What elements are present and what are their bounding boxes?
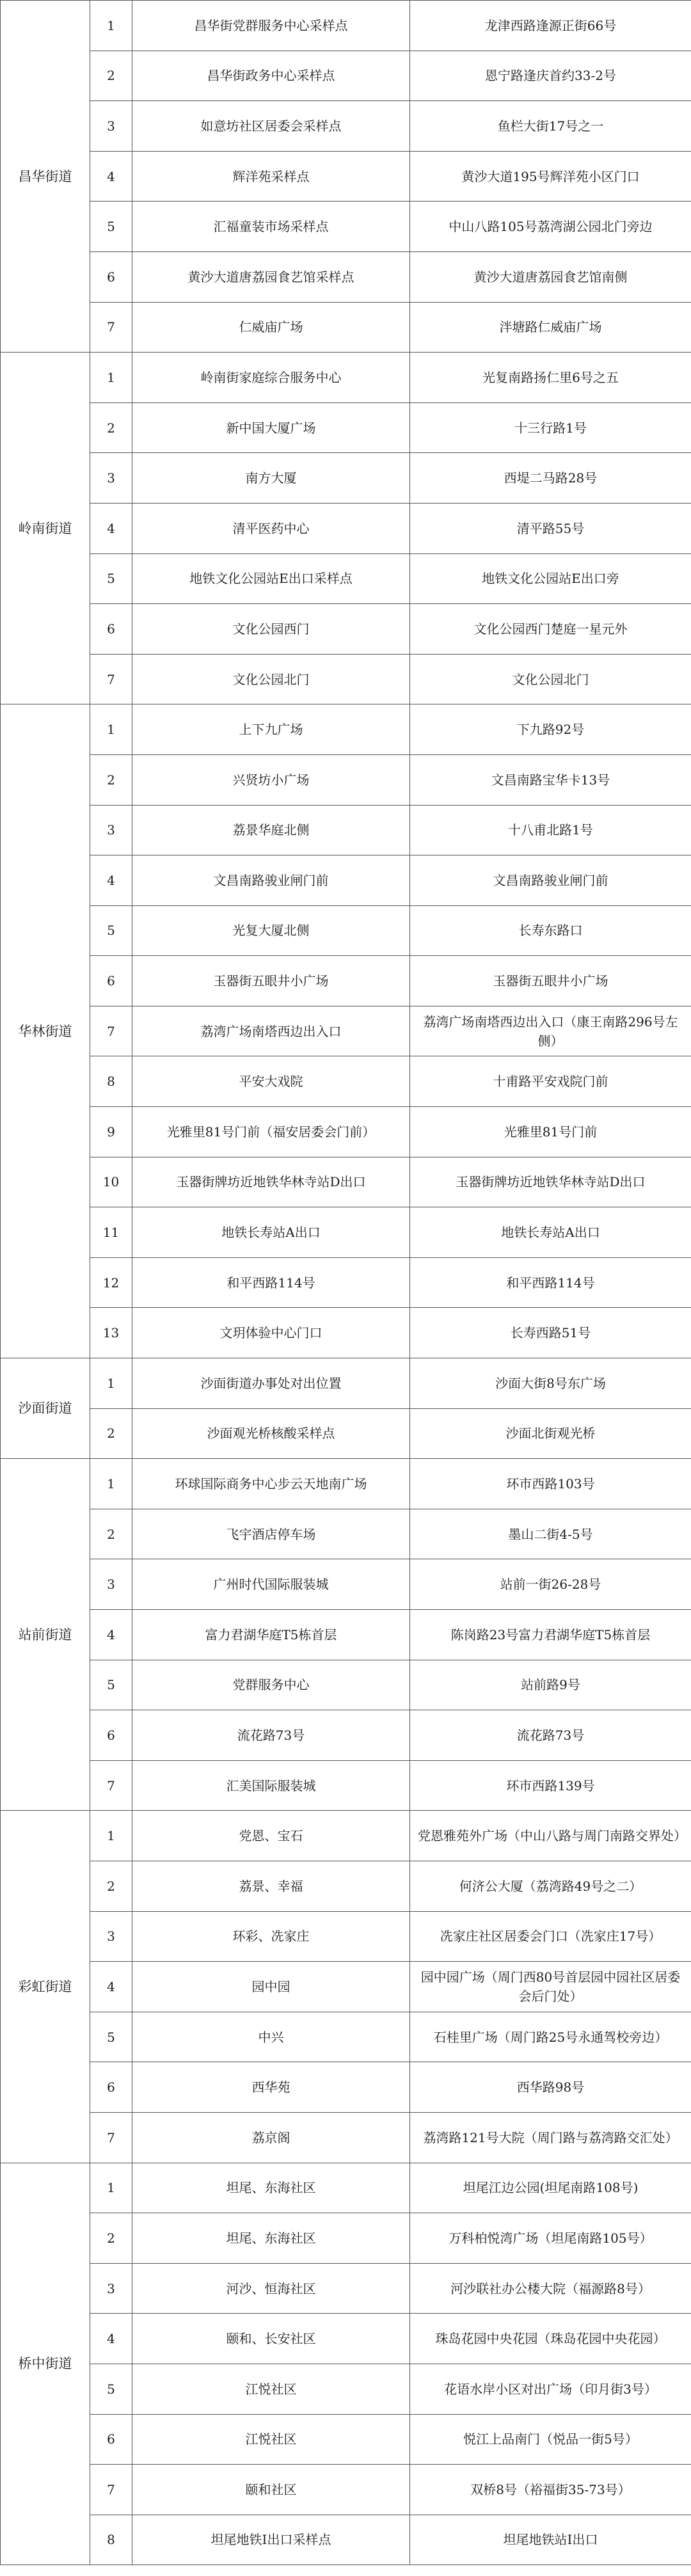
address-cell: 沙面大街8号东广场 (410, 1358, 691, 1409)
row-number-cell: 11 (90, 1207, 132, 1258)
address-cell: 黄沙大道唐荔园食艺馆南侧 (410, 251, 691, 302)
table-row (1, 2515, 691, 2565)
table-row (1, 1107, 691, 1157)
table-row (1, 1911, 691, 1962)
sampling-site-cell: 园中园 (132, 1962, 410, 2012)
row-number-cell: 2 (90, 2213, 132, 2264)
sampling-site-cell: 坦尾地铁I出口采样点 (132, 2515, 410, 2565)
row-number-cell: 10 (90, 1157, 132, 1207)
sampling-site-cell: 坦尾、东海社区 (132, 2213, 410, 2264)
row-number-cell: 6 (90, 956, 132, 1006)
row-number-cell: 12 (90, 1257, 132, 1308)
row-number-cell: 2 (90, 402, 132, 453)
sampling-site-cell: 环彩、冼家庄 (132, 1911, 410, 1962)
table-row (1, 51, 691, 101)
sampling-site-cell: 南方大厦 (132, 453, 410, 504)
sampling-site-cell: 上下九广场 (132, 704, 410, 755)
street-name-cell: 岭南街道 (1, 353, 90, 704)
table-row (1, 2314, 691, 2364)
row-number-cell: 7 (90, 1006, 132, 1056)
sampling-site-cell: 地铁文化公园站E出口采样点 (132, 553, 410, 604)
address-cell: 西华路98号 (410, 2062, 691, 2113)
address-cell: 恩宁路逢庆首约33-2号 (410, 51, 691, 101)
sampling-site-cell: 中兴 (132, 2012, 410, 2062)
sampling-site-cell: 沙面观光桥核酸采样点 (132, 1408, 410, 1459)
table-row (1, 754, 691, 805)
row-number-cell: 3 (90, 101, 132, 152)
sampling-site-cell: 岭南街家庭综合服务中心 (132, 353, 410, 403)
table-body (1, 1, 691, 2565)
street-name-cell: 站前街道 (1, 1459, 90, 1811)
table-row (1, 1257, 691, 1308)
table-row (1, 704, 691, 755)
address-cell: 文昌南路骏业闸门前 (410, 855, 691, 906)
table-row (1, 151, 691, 202)
row-number-cell: 1 (90, 1459, 132, 1509)
row-number-cell: 7 (90, 654, 132, 704)
address-cell: 和平西路114号 (410, 1257, 691, 1308)
address-cell: 十八甫北路1号 (410, 805, 691, 855)
street-name-cell: 沙面街道 (1, 1358, 90, 1459)
row-number-cell: 1 (90, 1811, 132, 1861)
row-number-cell: 2 (90, 1509, 132, 1559)
street-name-cell: 桥中街道 (1, 2163, 90, 2565)
sampling-site-cell: 平安大戏院 (132, 1056, 410, 1107)
address-cell: 泮塘路仁威庙广场 (410, 302, 691, 353)
row-number-cell: 8 (90, 1056, 132, 1107)
address-cell: 坦尾地铁站I出口 (410, 2515, 691, 2565)
row-number-cell: 7 (90, 1760, 132, 1811)
table-row (1, 2213, 691, 2264)
row-number-cell: 3 (90, 805, 132, 855)
sampling-site-cell: 党群服务中心 (132, 1660, 410, 1710)
address-cell: 光雅里81号门前 (410, 1107, 691, 1157)
sampling-site-cell: 黄沙大道唐荔园食艺馆采样点 (132, 251, 410, 302)
table-row (1, 805, 691, 855)
table-row (1, 1509, 691, 1559)
address-cell: 光复南路扬仁里6号之五 (410, 353, 691, 403)
table-row (1, 1760, 691, 1811)
row-number-cell: 6 (90, 2414, 132, 2465)
address-cell: 陈岗路23号富力君湖华庭T5栋首层 (410, 1610, 691, 1660)
table-row (1, 2062, 691, 2113)
row-number-cell: 5 (90, 2364, 132, 2414)
address-cell: 站前路9号 (410, 1660, 691, 1710)
table-row (1, 2364, 691, 2414)
address-cell: 何济公大厦（荔湾路49号之二） (410, 1861, 691, 1911)
row-number-cell: 7 (90, 2465, 132, 2515)
address-cell: 下九路92号 (410, 704, 691, 755)
sampling-site-cell: 广州时代国际服装城 (132, 1559, 410, 1610)
table-row (1, 1710, 691, 1761)
table-row (1, 1660, 691, 1710)
table-row (1, 1157, 691, 1207)
row-number-cell: 4 (90, 855, 132, 906)
address-cell: 河沙联社办公楼大院（福源路8号） (410, 2263, 691, 2314)
sampling-site-cell: 汇福童装市场采样点 (132, 202, 410, 252)
sampling-site-cell: 昌华街政务中心采样点 (132, 51, 410, 101)
address-cell: 文化公园北门 (410, 654, 691, 704)
table-row (1, 956, 691, 1006)
address-cell: 珠岛花园中央花园（珠岛花园中央花园） (410, 2314, 691, 2364)
row-number-cell: 2 (90, 51, 132, 101)
address-cell: 鱼栏大街17号之一 (410, 101, 691, 152)
row-number-cell: 7 (90, 302, 132, 353)
row-number-cell: 4 (90, 151, 132, 202)
table-row (1, 1610, 691, 1660)
sampling-site-cell: 飞宇酒店停车场 (132, 1509, 410, 1559)
row-number-cell: 5 (90, 2012, 132, 2062)
table-row (1, 2263, 691, 2314)
row-number-cell: 1 (90, 2163, 132, 2213)
table-row (1, 1962, 691, 2012)
address-cell: 坦尾江边公园(坦尾南路108号) (410, 2163, 691, 2213)
sampling-site-cell: 辉洋苑采样点 (132, 151, 410, 202)
address-cell: 荔湾广场南塔西边出入口（康王南路296号左侧） (410, 1006, 691, 1056)
address-cell: 文化公园西门楚庭一星元外 (410, 604, 691, 655)
sampling-site-cell: 如意坊社区居委会采样点 (132, 101, 410, 152)
row-number-cell: 2 (90, 754, 132, 805)
row-number-cell: 4 (90, 503, 132, 553)
sampling-site-cell: 荔景华庭北侧 (132, 805, 410, 855)
sampling-site-cell: 颐和、长安社区 (132, 2314, 410, 2364)
table-row (1, 1006, 691, 1056)
table-row (1, 302, 691, 353)
row-number-cell: 4 (90, 2314, 132, 2364)
table-row (1, 453, 691, 504)
row-number-cell: 6 (90, 2062, 132, 2113)
sampling-site-cell: 玉器街牌坊近地铁华林寺站D出口 (132, 1157, 410, 1207)
row-number-cell: 3 (90, 1911, 132, 1962)
address-cell: 中山八路105号荔湾湖公园北门旁边 (410, 202, 691, 252)
sampling-site-cell: 西华苑 (132, 2062, 410, 2113)
sampling-site-cell: 昌华街党群服务中心采样点 (132, 1, 410, 51)
row-number-cell: 2 (90, 1861, 132, 1911)
row-number-cell: 1 (90, 353, 132, 403)
table-row (1, 553, 691, 604)
sampling-site-cell: 党恩、宝石 (132, 1811, 410, 1861)
sampling-site-cell: 新中国大厦广场 (132, 402, 410, 453)
street-name-cell: 彩虹街道 (1, 1811, 90, 2163)
sampling-site-cell: 文化公园北门 (132, 654, 410, 704)
sampling-site-cell: 文化公园西门 (132, 604, 410, 655)
row-number-cell: 8 (90, 2515, 132, 2565)
address-cell: 十三行路1号 (410, 402, 691, 453)
row-number-cell: 4 (90, 1610, 132, 1660)
row-number-cell: 3 (90, 2263, 132, 2314)
row-number-cell: 5 (90, 202, 132, 252)
row-number-cell: 5 (90, 1660, 132, 1710)
row-number-cell: 13 (90, 1308, 132, 1358)
row-number-cell: 1 (90, 704, 132, 755)
address-cell: 墨山二街4-5号 (410, 1509, 691, 1559)
row-number-cell: 6 (90, 251, 132, 302)
row-number-cell: 1 (90, 1, 132, 51)
address-cell: 冼家庄社区居委会门口（冼家庄17号） (410, 1911, 691, 1962)
row-number-cell: 9 (90, 1107, 132, 1157)
row-number-cell: 1 (90, 1358, 132, 1409)
address-cell: 龙津西路逢源正街66号 (410, 1, 691, 51)
table-row (1, 1861, 691, 1911)
sampling-site-cell: 河沙、恒海社区 (132, 2263, 410, 2314)
address-cell: 园中园广场（周门西80号首层园中园社区居委会后门处） (410, 1962, 691, 2012)
address-cell: 西堤二马路28号 (410, 453, 691, 504)
address-cell: 玉器街牌坊近地铁华林寺站D出口 (410, 1157, 691, 1207)
address-cell: 长寿东路口 (410, 905, 691, 956)
sampling-site-cell: 和平西路114号 (132, 1257, 410, 1308)
row-number-cell: 6 (90, 604, 132, 655)
table-row (1, 353, 691, 403)
row-number-cell: 7 (90, 2112, 132, 2163)
table-row (1, 604, 691, 655)
address-cell: 荔湾路121号大院（周门路与荔湾路交汇处） (410, 2112, 691, 2163)
address-cell: 长寿西路51号 (410, 1308, 691, 1358)
sampling-site-cell: 荔湾广场南塔西边出入口 (132, 1006, 410, 1056)
table-row (1, 503, 691, 553)
table-row (1, 2163, 691, 2213)
address-cell: 党恩雅苑外广场（中山八路与周门南路交界处） (410, 1811, 691, 1861)
table-row (1, 1358, 691, 1409)
sampling-site-cell: 荔京阁 (132, 2112, 410, 2163)
address-cell: 清平路55号 (410, 503, 691, 553)
address-cell: 沙面北街观光桥 (410, 1408, 691, 1459)
sampling-site-cell: 流花路73号 (132, 1710, 410, 1761)
address-cell: 双桥8号（裕福街35-73号） (410, 2465, 691, 2515)
sampling-site-cell: 富力君湖华庭T5栋首层 (132, 1610, 410, 1660)
address-cell: 流花路73号 (410, 1710, 691, 1761)
address-cell: 花语水岸小区对出广场（印月街3号） (410, 2364, 691, 2414)
sampling-site-cell: 坦尾、东海社区 (132, 2163, 410, 2213)
row-number-cell: 4 (90, 1962, 132, 2012)
address-cell: 站前一街26-28号 (410, 1559, 691, 1610)
sampling-site-cell: 地铁长寿站A出口 (132, 1207, 410, 1258)
sampling-site-cell: 环球国际商务中心步云天地南广场 (132, 1459, 410, 1509)
table-row (1, 1, 691, 51)
address-cell: 地铁长寿站A出口 (410, 1207, 691, 1258)
address-cell: 文昌南路宝华卡13号 (410, 754, 691, 805)
table-row (1, 251, 691, 302)
address-cell: 万科柏悦湾广场（坦尾南路105号） (410, 2213, 691, 2264)
table-row (1, 905, 691, 956)
row-number-cell: 2 (90, 1408, 132, 1459)
table-row (1, 1207, 691, 1258)
address-cell: 地铁文化公园站E出口旁 (410, 553, 691, 604)
sampling-site-cell: 文玥体验中心门口 (132, 1308, 410, 1358)
address-cell: 环市西路139号 (410, 1760, 691, 1811)
sampling-site-cell: 光复大厦北侧 (132, 905, 410, 956)
row-number-cell: 6 (90, 1710, 132, 1761)
table-row (1, 1559, 691, 1610)
table-row (1, 855, 691, 906)
table-row (1, 1459, 691, 1509)
sampling-site-cell: 仁威庙广场 (132, 302, 410, 353)
sampling-site-cell: 清平医药中心 (132, 503, 410, 553)
address-cell: 石桂里广场（周门路25号永通驾校旁边） (410, 2012, 691, 2062)
table-row (1, 1811, 691, 1861)
table-row (1, 2414, 691, 2465)
sampling-site-cell: 文昌南路骏业闸门前 (132, 855, 410, 906)
street-name-cell: 华林街道 (1, 704, 90, 1358)
table-row (1, 2012, 691, 2062)
sampling-site-cell: 江悦社区 (132, 2364, 410, 2414)
sampling-site-cell: 颐和社区 (132, 2465, 410, 2515)
row-number-cell: 3 (90, 1559, 132, 1610)
table-row (1, 2465, 691, 2515)
table-row (1, 202, 691, 252)
table-row (1, 1308, 691, 1358)
sampling-site-cell: 汇美国际服装城 (132, 1760, 410, 1811)
address-cell: 黄沙大道195号辉洋苑小区门口 (410, 151, 691, 202)
sampling-site-cell: 沙面街道办事处对出位置 (132, 1358, 410, 1409)
sampling-site-cell: 江悦社区 (132, 2414, 410, 2465)
sampling-site-cell: 玉器街五眼井小广场 (132, 956, 410, 1006)
table-row (1, 1408, 691, 1459)
address-cell: 十甫路平安戏院门前 (410, 1056, 691, 1107)
address-cell: 玉器街五眼井小广场 (410, 956, 691, 1006)
sampling-site-cell: 光雅里81号门前（福安居委会门前） (132, 1107, 410, 1157)
address-cell: 悦江上品南门（悦品一街5号） (410, 2414, 691, 2465)
sampling-site-cell: 荔景、幸福 (132, 1861, 410, 1911)
row-number-cell: 5 (90, 905, 132, 956)
table-row (1, 654, 691, 704)
address-cell: 环市西路103号 (410, 1459, 691, 1509)
row-number-cell: 3 (90, 453, 132, 504)
table-row (1, 2112, 691, 2163)
sampling-site-cell: 兴贤坊小广场 (132, 754, 410, 805)
table-row (1, 402, 691, 453)
table-row (1, 1056, 691, 1107)
row-number-cell: 5 (90, 553, 132, 604)
table-row (1, 101, 691, 152)
street-name-cell: 昌华街道 (1, 1, 90, 353)
